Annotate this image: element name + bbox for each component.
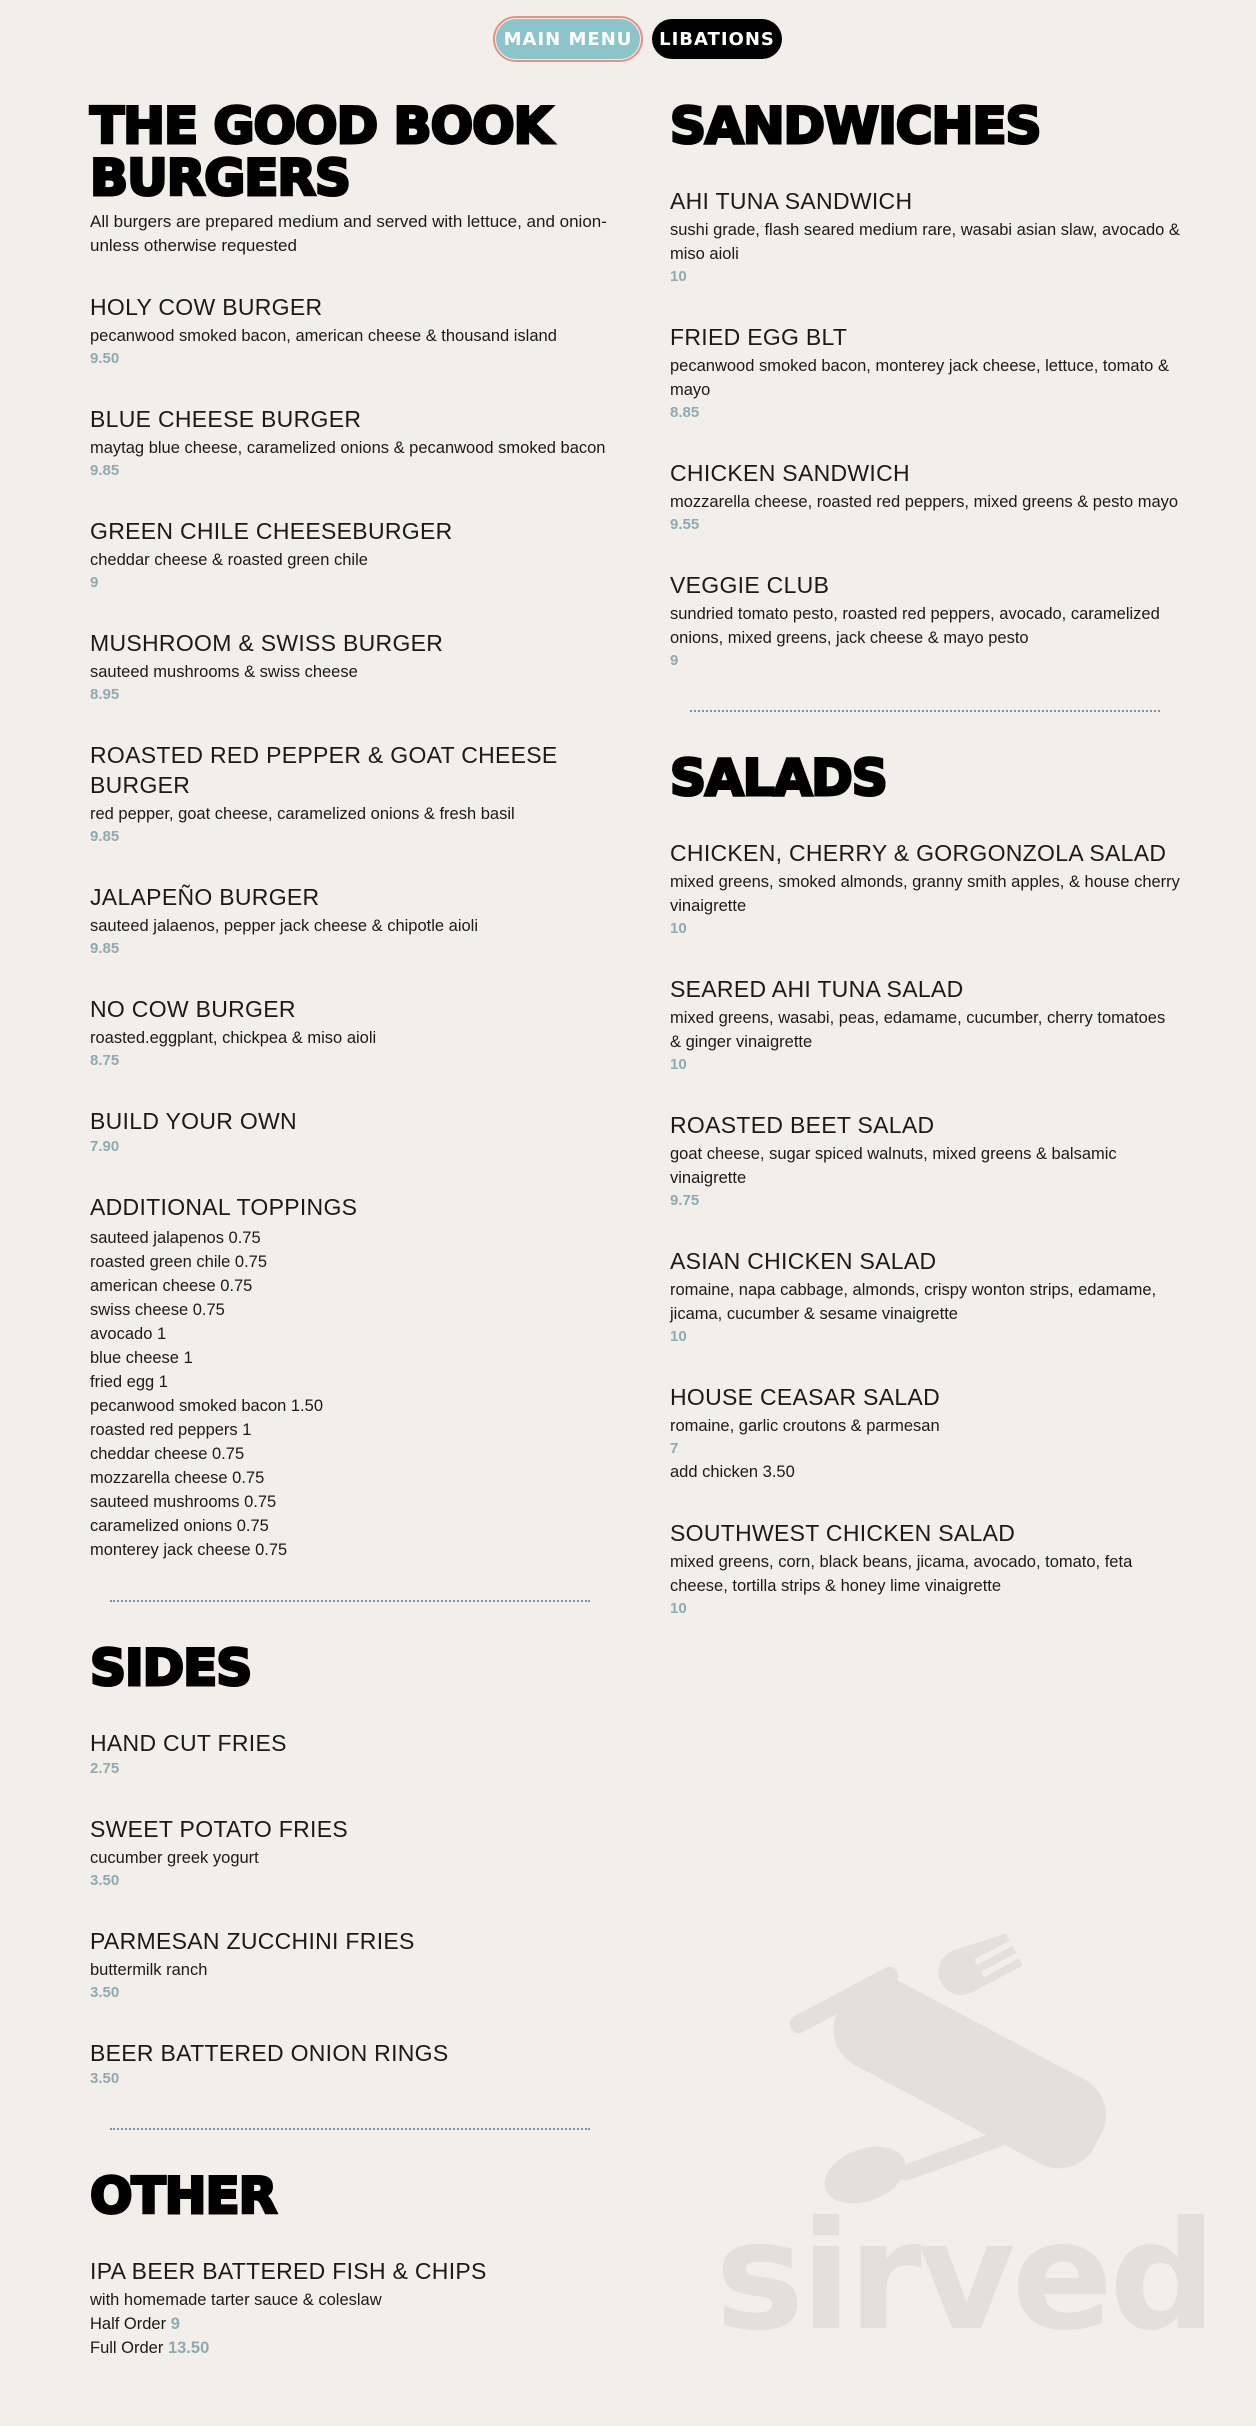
item-description: red pepper, goat cheese, caramelized onions & fresh basil <box>90 805 515 823</box>
item-price: 7.90 <box>90 1138 120 1155</box>
item-name: BLUE CHEESE BURGER <box>90 406 362 432</box>
half-order-price: 9 <box>170 2315 180 2333</box>
burgers-note: All burgers are prepared medium and served with lettuce, and onion-unless otherwise requested <box>90 212 607 255</box>
item-name: HOLY COW BURGER <box>90 294 323 320</box>
item-description: mozzarella cheese, roasted red peppers, mixed greens & pesto mayo <box>670 493 1179 511</box>
topping-item: pecanwood smoked bacon 1.50 <box>90 1397 323 1415</box>
item-description: pecanwood smoked bacon, monterey jack cheese, lettuce, tomato & mayo <box>670 357 1169 399</box>
topping-item: fried egg 1 <box>90 1373 168 1391</box>
item-name: SOUTHWEST CHICKEN SALAD <box>670 1520 1016 1546</box>
item-name: ROASTED BEET SALAD <box>670 1112 935 1138</box>
item-price: 3.50 <box>90 1984 120 2001</box>
item-price: 2.75 <box>90 1760 120 1777</box>
topping-item: cheddar cheese 0.75 <box>90 1445 245 1463</box>
topping-item: american cheese 0.75 <box>90 1277 253 1295</box>
item-description: sundried tomato pesto, roasted red peppers, avocado, caramelized onions, mixed greens, jack cheese & mayo pesto <box>670 605 1160 647</box>
item-price: 3.50 <box>90 2070 120 2087</box>
menu-item <box>670 1110 1180 1212</box>
item-price: 8.95 <box>90 686 120 703</box>
menu-item <box>670 322 1180 424</box>
item-description: maytag blue cheese, caramelized onions & pecanwood smoked bacon <box>90 439 606 457</box>
item-description: mixed greens, smoked almonds, granny smith apples, & house cherry vinaigrette <box>670 873 1180 915</box>
item-description: romaine, garlic croutons & parmesan <box>670 1417 940 1435</box>
item-description: cucumber greek yogurt <box>90 1849 259 1867</box>
section-divider <box>110 1600 590 1602</box>
toppings-list <box>90 1226 610 1562</box>
section-title-salads: SALADS <box>670 749 887 807</box>
burgers-section <box>90 97 610 1562</box>
item-price: 9 <box>670 652 679 669</box>
item-price: 7 <box>670 1440 679 1457</box>
item-name: SWEET POTATO FRIES <box>90 1816 349 1842</box>
menu-item <box>90 1106 610 1158</box>
menu-item <box>90 740 610 848</box>
item-description: with homemade tarter sauce & coleslaw <box>90 2291 382 2309</box>
menu-item <box>670 1382 1180 1484</box>
topping-item: sauteed mushrooms 0.75 <box>90 1493 277 1511</box>
section-title-sides: SIDES <box>90 1639 252 1697</box>
menu-item <box>90 516 610 594</box>
full-order-line <box>90 2336 610 2360</box>
section-title-burgers: THE GOOD BOOK BURGERS <box>90 97 552 207</box>
half-order-line <box>90 2312 610 2336</box>
menu-item <box>90 1926 610 2004</box>
item-name: PARMESAN ZUCCHINI FRIES <box>90 1928 415 1954</box>
item-description: cheddar cheese & roasted green chile <box>90 551 368 569</box>
full-order-label: Full Order <box>90 2339 164 2357</box>
item-name: BUILD YOUR OWN <box>90 1108 297 1134</box>
item-extra: add chicken 3.50 <box>670 1463 795 1481</box>
half-order-label: Half Order <box>90 2315 167 2333</box>
sides-section <box>90 1639 610 2090</box>
item-name: CHICKEN, CHERRY & GORGONZOLA SALAD <box>670 840 1167 866</box>
menu-item <box>670 186 1180 288</box>
item-price: 9.75 <box>670 1192 700 1209</box>
salads-section <box>670 749 1180 1620</box>
menu-item <box>90 882 610 960</box>
item-name: BEER BATTERED ONION RINGS <box>90 2040 449 2066</box>
left-column <box>90 97 610 2360</box>
item-price: 8.75 <box>90 1052 120 1069</box>
item-price: 9.85 <box>90 462 120 479</box>
item-name: HOUSE CEASAR SALAD <box>670 1384 940 1410</box>
item-description: mixed greens, corn, black beans, jicama, avocado, tomato, feta cheese, tortilla strips & honey lime vinaigrette <box>670 1553 1133 1595</box>
section-divider <box>690 710 1160 712</box>
menu-item <box>670 974 1180 1076</box>
toppings-block <box>90 1192 610 1562</box>
topping-item: swiss cheese 0.75 <box>90 1301 225 1319</box>
item-description: sauteed mushrooms & swiss cheese <box>90 663 358 681</box>
toppings-title: ADDITIONAL TOPPINGS <box>90 1194 358 1220</box>
item-price: 10 <box>670 268 687 285</box>
menu-item <box>670 570 1180 672</box>
right-column <box>670 97 1180 1620</box>
item-description: goat cheese, sugar spiced walnuts, mixed greens & balsamic vinaigrette <box>670 1145 1117 1187</box>
item-price: 9.85 <box>90 828 120 845</box>
topping-item: caramelized onions 0.75 <box>90 1517 269 1535</box>
menu-nav <box>0 19 1256 61</box>
item-name: VEGGIE CLUB <box>670 572 830 598</box>
menu-item <box>670 1246 1180 1348</box>
item-name: GREEN CHILE CHEESEBURGER <box>90 518 453 544</box>
item-name: ROASTED RED PEPPER & GOAT CHEESE BURGER <box>90 742 558 798</box>
item-description: pecanwood smoked bacon, american cheese & thousand island <box>90 327 557 345</box>
section-title-other: OTHER <box>90 2167 277 2225</box>
menu-item <box>90 404 610 482</box>
item-description: sushi grade, flash seared medium rare, wasabi asian slaw, avocado & miso aioli <box>670 221 1180 263</box>
item-name: NO COW BURGER <box>90 996 296 1022</box>
menu-item <box>90 994 610 1072</box>
menu-item <box>670 838 1180 940</box>
item-name: SEARED AHI TUNA SALAD <box>670 976 964 1002</box>
topping-item: sauteed jalapenos 0.75 <box>90 1229 261 1247</box>
full-order-price: 13.50 <box>167 2339 210 2357</box>
item-price: 10 <box>670 1056 687 1073</box>
section-title-sandwiches: SANDWICHES <box>670 97 1041 155</box>
topping-item: avocado 1 <box>90 1325 167 1343</box>
item-description: mixed greens, wasabi, peas, edamame, cucumber, cherry tomatoes & ginger vinaigrette <box>670 1009 1166 1051</box>
item-price: 8.85 <box>670 404 700 421</box>
topping-item: roasted green chile 0.75 <box>90 1253 268 1271</box>
watermark-text: sirved <box>715 2190 1213 2364</box>
item-price: 9.50 <box>90 350 120 367</box>
topping-item: monterey jack cheese 0.75 <box>90 1541 288 1559</box>
item-description: romaine, napa cabbage, almonds, crispy wonton strips, edamame, jicama, cucumber & sesame vinaigrette <box>670 1281 1157 1323</box>
main-menu-tab[interactable]: MAIN MENU <box>496 19 640 59</box>
topping-item: blue cheese 1 <box>90 1349 193 1367</box>
other-section <box>90 2167 610 2360</box>
menu-item <box>90 1728 610 1780</box>
menu-item <box>90 2038 610 2090</box>
libations-tab[interactable]: LIBATIONS <box>652 19 782 59</box>
knife-fork-spoon-icon <box>715 1920 1205 2220</box>
topping-item: roasted red peppers 1 <box>90 1421 252 1439</box>
item-price: 3.50 <box>90 1872 120 1889</box>
menu-item <box>90 628 610 706</box>
item-price: 9.85 <box>90 940 120 957</box>
item-name: JALAPEÑO BURGER <box>90 884 320 910</box>
item-name: CHICKEN SANDWICH <box>670 460 910 486</box>
item-price: 10 <box>670 920 687 937</box>
item-price: 10 <box>670 1600 687 1617</box>
sandwiches-section <box>670 97 1180 672</box>
menu-item <box>90 1814 610 1892</box>
item-name: ASIAN CHICKEN SALAD <box>670 1248 937 1274</box>
item-price: 10 <box>670 1328 687 1345</box>
item-price: 9 <box>90 574 99 591</box>
item-name: FRIED EGG BLT <box>670 324 848 350</box>
menu-item <box>90 292 610 370</box>
topping-item: mozzarella cheese 0.75 <box>90 1469 265 1487</box>
item-description: buttermilk ranch <box>90 1961 208 1979</box>
item-description: sauteed jalaenos, pepper jack cheese & chipotle aioli <box>90 917 479 935</box>
item-name: MUSHROOM & SWISS BURGER <box>90 630 444 656</box>
item-price: 9.55 <box>670 516 700 533</box>
menu-item <box>670 1518 1180 1620</box>
item-name: HAND CUT FRIES <box>90 1730 287 1756</box>
sirved-watermark <box>715 1920 1213 2364</box>
item-description: roasted.eggplant, chickpea & miso aioli <box>90 1029 377 1047</box>
section-divider <box>110 2128 590 2130</box>
menu-item <box>670 458 1180 536</box>
menu-item <box>90 2256 610 2360</box>
item-name: IPA BEER BATTERED FISH & CHIPS <box>90 2258 487 2284</box>
item-name: AHI TUNA SANDWICH <box>670 188 913 214</box>
